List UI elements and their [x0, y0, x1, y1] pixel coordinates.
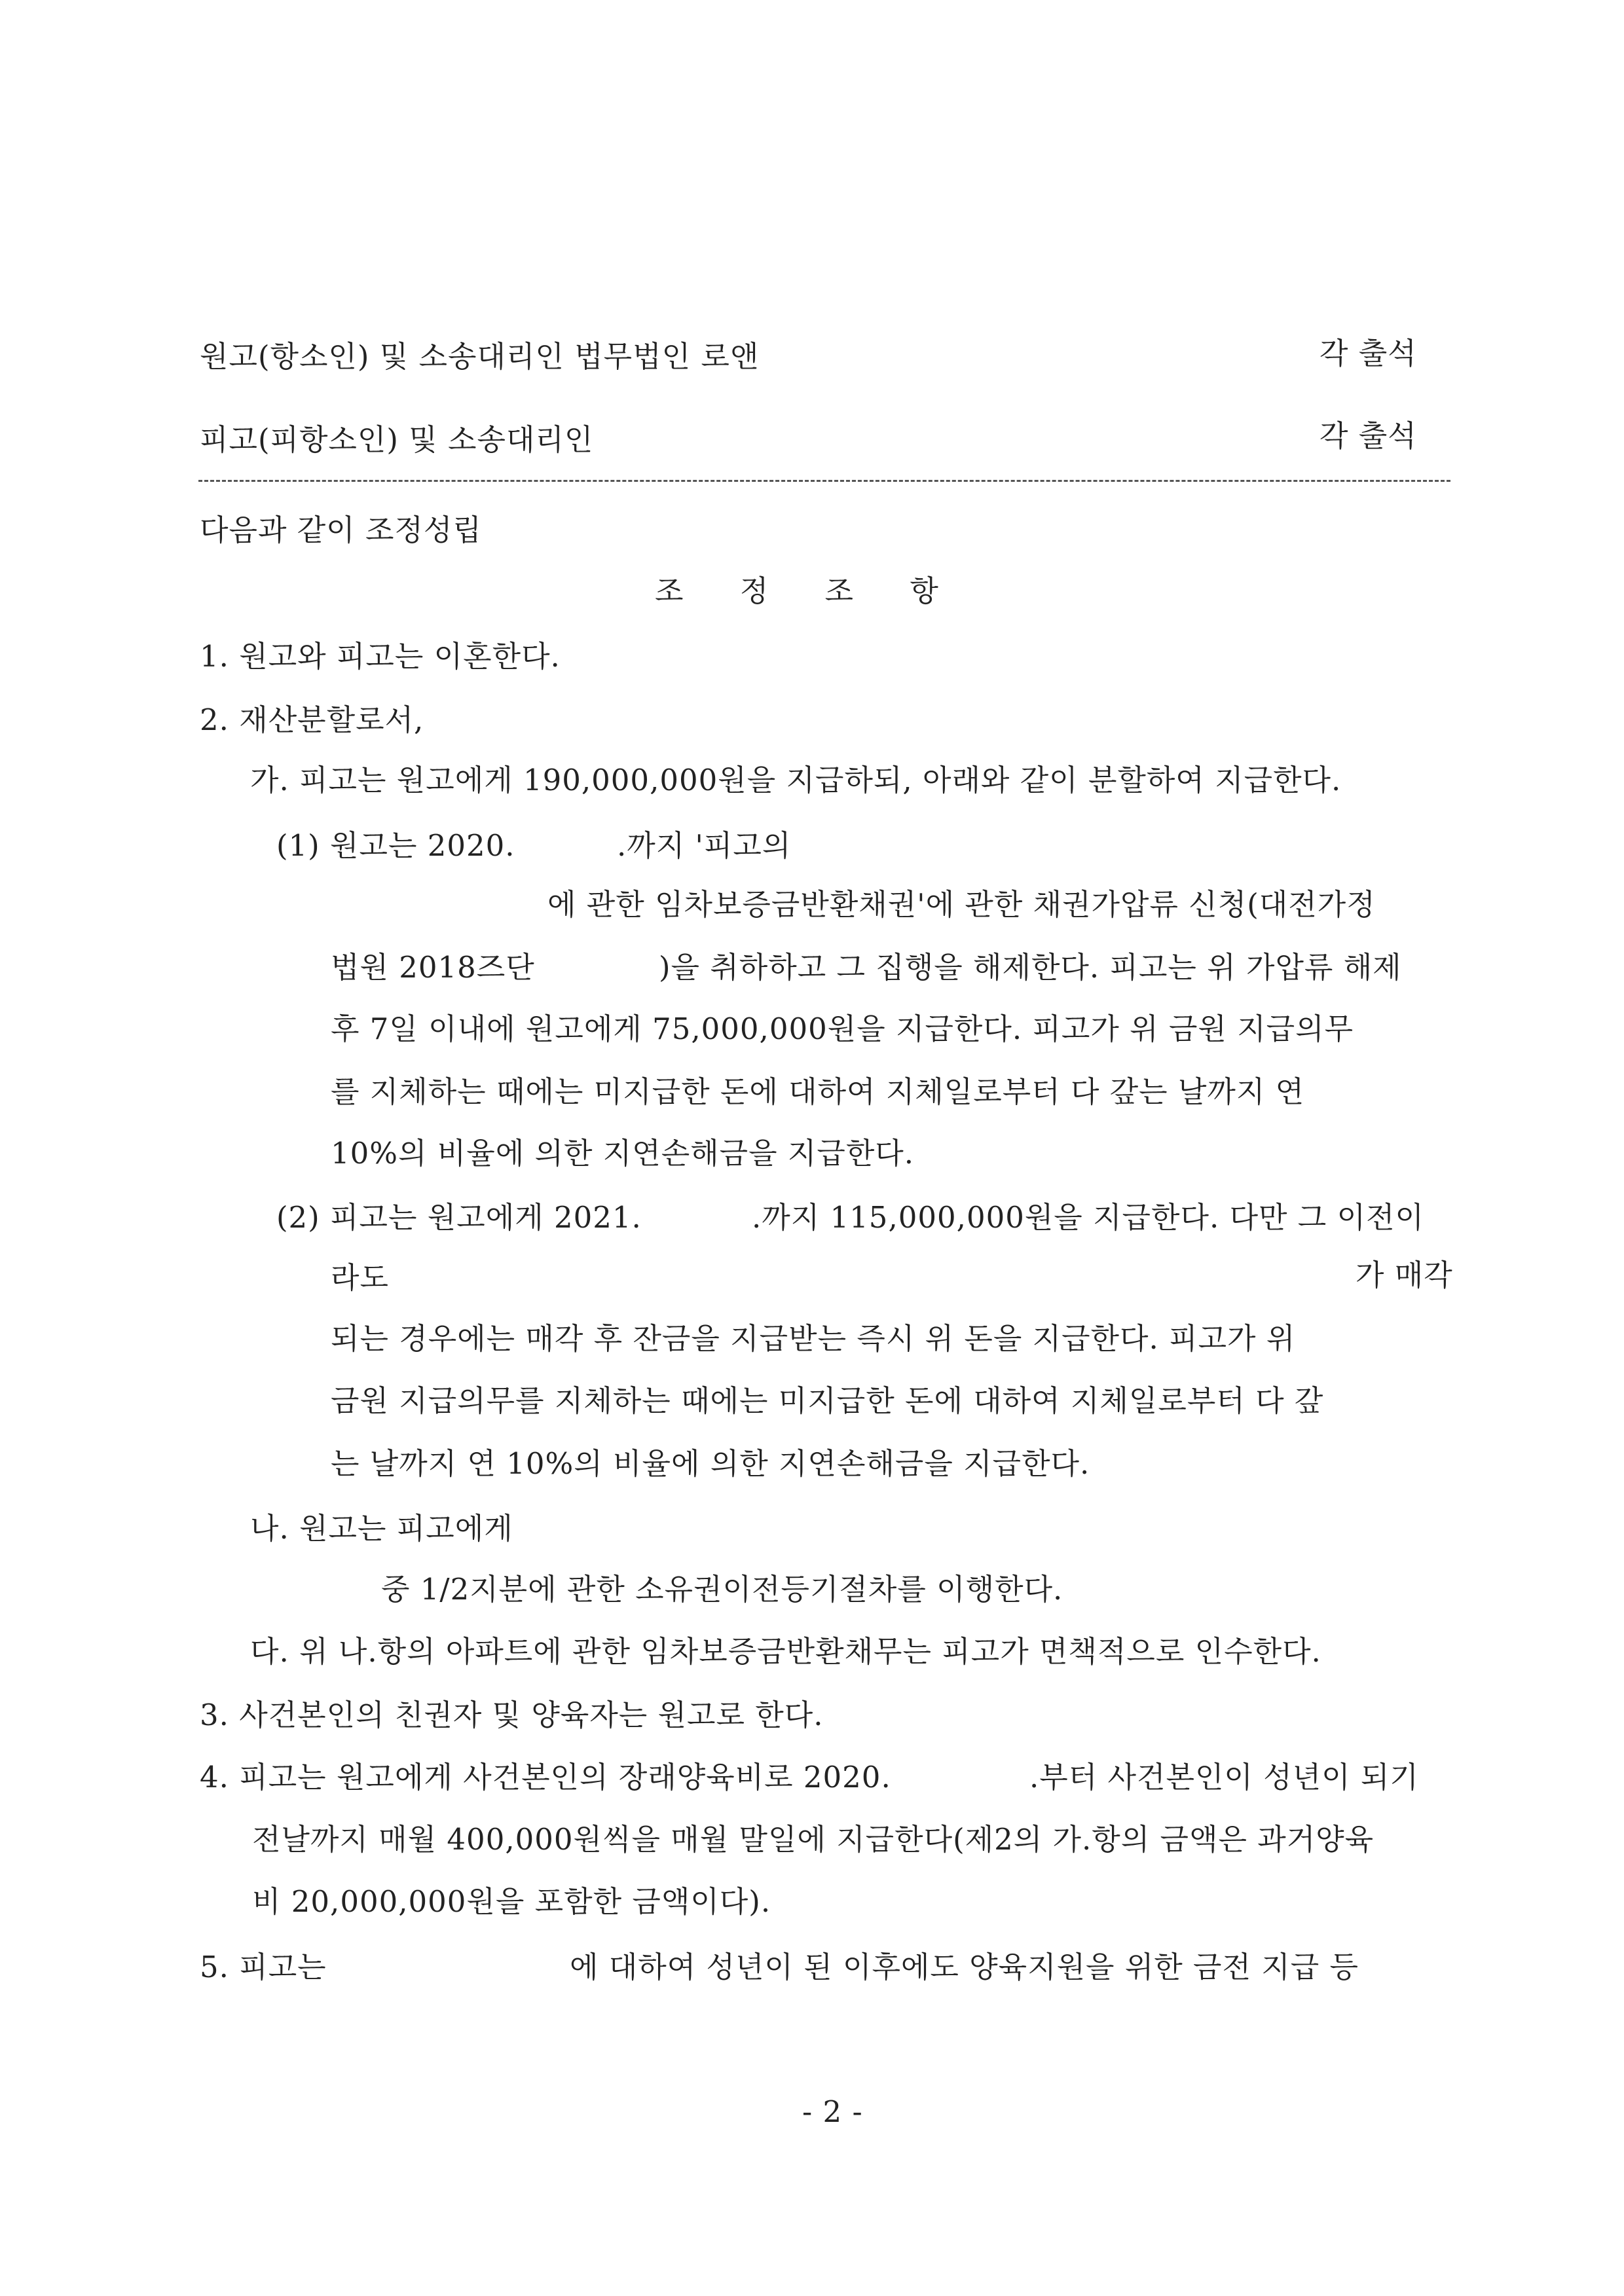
clause-2-ga-1-line3b: )을 취하하고 그 집행을 해제한다. 피고는 위 가압류 해제 [659, 950, 1402, 985]
dashed-divider [198, 480, 1450, 482]
plaintiff-attendance-status: 각 출석 [1320, 336, 1417, 371]
clause-1: 1. 원고와 피고는 이혼한다. [200, 639, 561, 674]
clause-5-cont: 에 대하여 성년이 된 이후에도 양육지원을 위한 금전 지급 등 [570, 1950, 1359, 1984]
defendant-attendance-status: 각 출석 [1320, 418, 1417, 453]
clause-2-na-line2: 중 1/2지분에 관한 소유권이전등기절차를 이행한다. [381, 1572, 1063, 1607]
page-number: - 2 - [802, 2094, 863, 2129]
clause-2-ga-2-line4: 금원 지급의무를 지체하는 때에는 미지급한 돈에 대하여 지체일로부터 다 갚 [331, 1383, 1324, 1418]
clause-4-cont: .부터 사건본인이 성년이 되기 [1029, 1760, 1419, 1795]
clause-2-ga-1-line4: 후 7일 이내에 원고에게 75,000,000원을 지급한다. 피고가 위 금원 지급의무 [331, 1011, 1354, 1046]
mediation-result: 다음과 같이 조정성립 [200, 513, 482, 547]
clause-2-ga-2-start: (2) 피고는 원고에게 2021. [276, 1200, 642, 1235]
clause-2-ga-2-line2a: 라도 [331, 1260, 389, 1295]
clause-2-ga-2-cont: .까지 115,000,000원을 지급한다. 다만 그 이전이 [752, 1200, 1424, 1235]
clause-2-ga-2-line5: 는 날까지 연 10%의 비율에 의한 지연손해금을 지급한다. [331, 1446, 1090, 1481]
defendant-attendance: 피고(피항소인) 및 소송대리인 [200, 422, 594, 457]
clause-2-da: 다. 위 나.항의 아파트에 관한 임차보증금반환채무는 피고가 면책적으로 인수한다. [250, 1634, 1321, 1669]
clause-2-ga-1-start: (1) 원고는 2020. [276, 828, 515, 863]
clause-2-ga-2-line3: 되는 경우에는 매각 후 잔금을 지급받는 즉시 위 돈을 지급한다. 피고가 위 [331, 1321, 1296, 1356]
clause-5-start: 5. 피고는 [200, 1950, 327, 1984]
clause-2-ga: 가. 피고는 원고에게 190,000,000원을 지급하되, 아래와 같이 분할하여 지급한다. [250, 763, 1342, 797]
clause-2-na: 나. 원고는 피고에게 [250, 1511, 513, 1546]
clause-2-ga-2-line2b: 가 매각 [1356, 1258, 1453, 1292]
clause-2-ga-1-line3a: 법원 2018즈단 [331, 950, 535, 985]
clause-4-start: 4. 피고는 원고에게 사건본인의 장래양육비로 2020. [200, 1760, 891, 1795]
clause-4-line3: 비 20,000,000원을 포함한 금액이다). [252, 1884, 771, 1919]
plaintiff-attendance: 원고(항소인) 및 소송대리인 법무법인 로앤 [200, 339, 760, 374]
clause-2-ga-1-line2: 에 관한 임차보증금반환채권'에 관한 채권가압류 신청(대전가정 [547, 887, 1376, 922]
section-title: 조 정 조 항 [655, 574, 962, 608]
clause-3: 3. 사건본인의 친권자 및 양육자는 원고로 한다. [200, 1698, 824, 1732]
clause-2-ga-1-cont: .까지 '피고의 [617, 828, 792, 863]
clause-2-ga-1-line6: 10%의 비율에 의한 지연손해금을 지급한다. [331, 1136, 915, 1171]
clause-2-ga-1-line5: 를 지체하는 때에는 미지급한 돈에 대하여 지체일로부터 다 갚는 날까지 연 [331, 1074, 1305, 1109]
clause-2: 2. 재산분할로서, [200, 702, 424, 737]
clause-4-line2: 전날까지 매월 400,000원씩을 매월 말일에 지급한다(제2의 가.항의 금액은 과거양육 [252, 1822, 1375, 1857]
